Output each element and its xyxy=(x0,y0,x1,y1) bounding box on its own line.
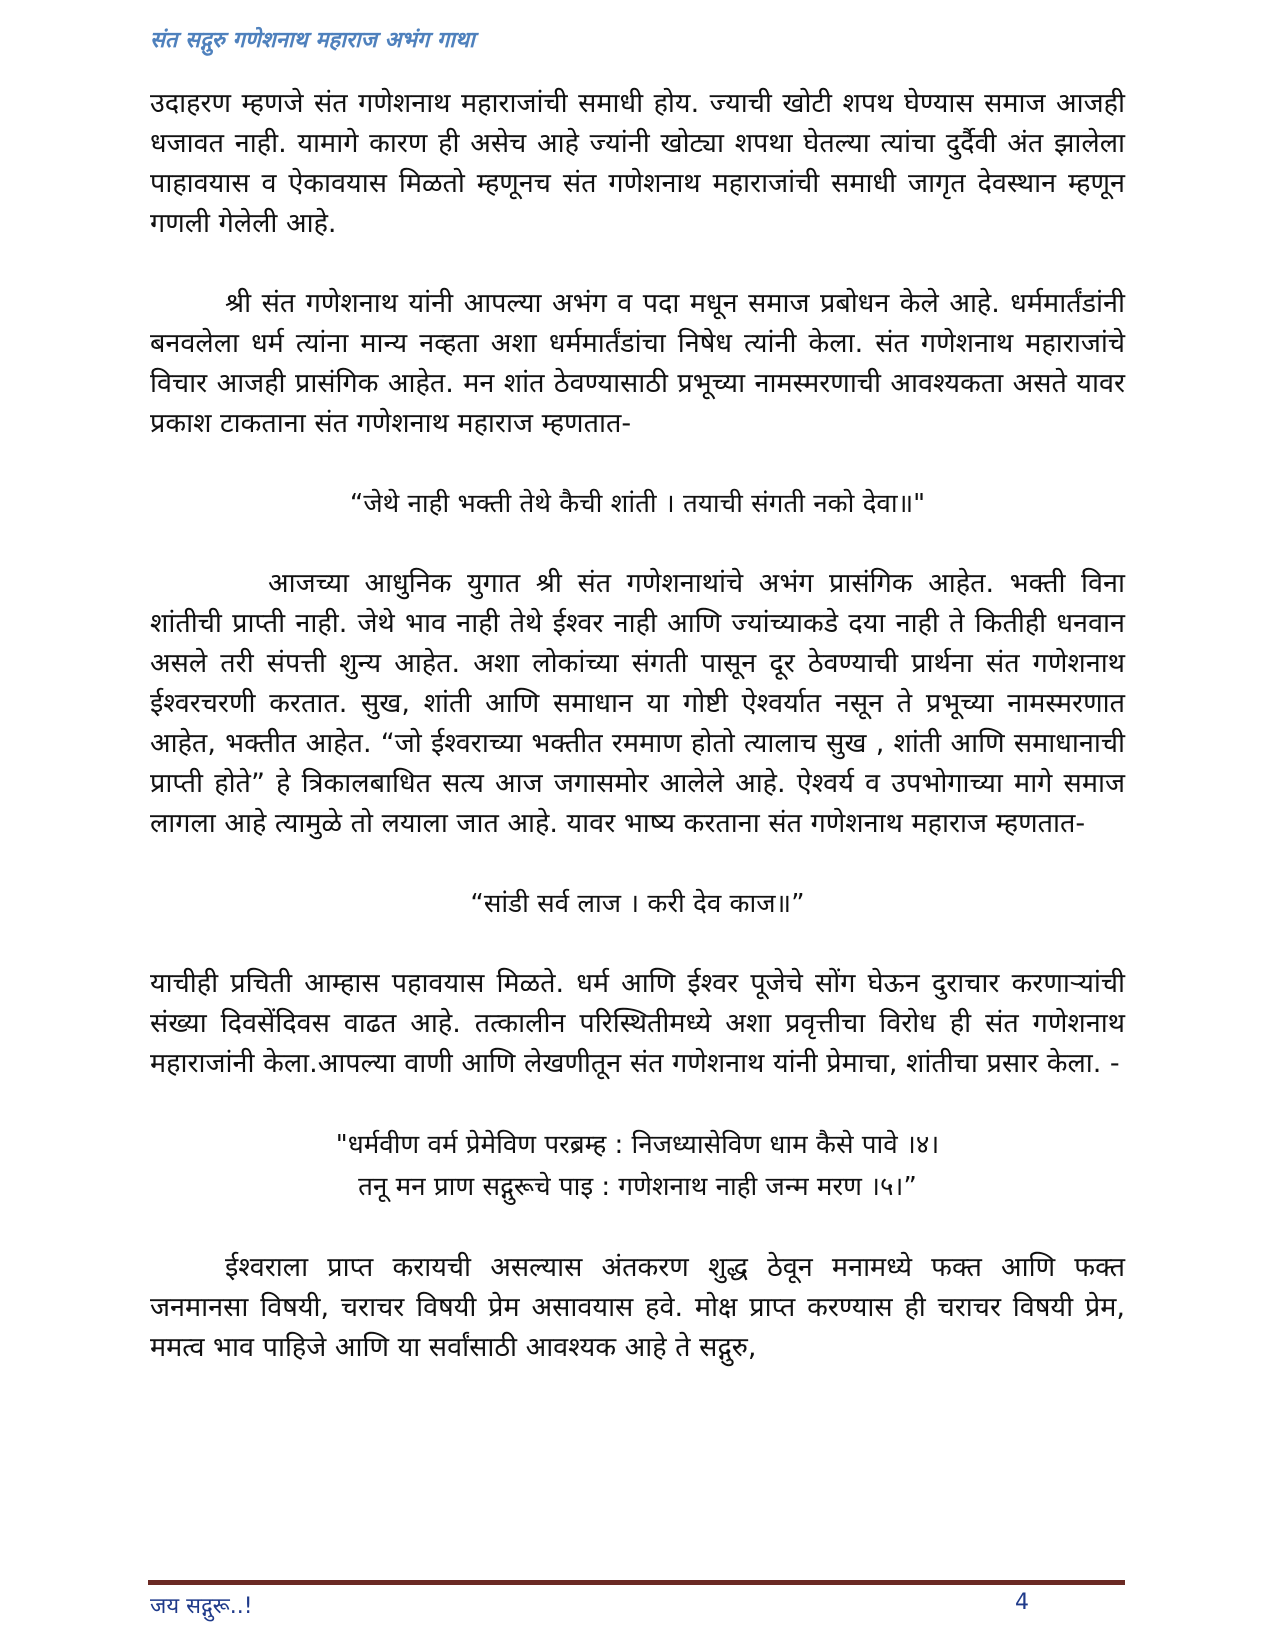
page-number: 4 xyxy=(1015,1590,1029,1615)
abhang-quote-bhakti: “जेथे नाही भक्ती तेथे कैची शांती । तयाची संगती नको देवा॥" xyxy=(349,489,926,519)
footer-divider xyxy=(148,1580,1125,1585)
page-body xyxy=(150,84,1125,1368)
paragraph-ishwar-prapti: ईश्वराला प्राप्त करायची असल्यास अंतकरण शुद्ध ठेवून मनामध्ये फक्त आणि फक्त जनमानसा विषयी, चराचर विषयी प्रेम असावयास हवे. मोक्ष प्राप्त करण्यास ही चराचर विषयी प्रेम, ममत्व भाव पाहिजे आणि या सर्वांसाठी आवश्यक आहे ते सद्गुरु, xyxy=(150,1252,1125,1363)
page-header-title: संत सद्गुरु गणेशनाथ महाराज अभंग गाथा xyxy=(150,28,475,53)
abhang-quote-laaj: “सांडी सर्व लाज । करी देव काज॥” xyxy=(470,889,805,919)
paragraph-adhunik-yug: आजच्या आधुनिक युगात श्री संत गणेशनाथांचे अभंग प्रासंगिक आहेत. भक्ती विना शांतीची प्राप्ती नाही. जेथे भाव नाही तेथे ईश्वर नाही आणि ज्यांच्याकडे दया नाही ते कितीही धनवान असले तरी संपत्ती शुन्य आहेत. अशा लोकांच्या संगती पासून दूर ठेवण्याची प्रार्थना संत गणेशनाथ ईश्वरचरणी करतात. सुख, शांती आणि समाधान या गोष्टी ऐश्वर्यात नसून ते प्रभूच्या नामस्मरणात आहेत, भक्तीत आहेत. “जो ईश्वराच्या भक्तीत रममाण होतो त्यालाच सुख , शांती आणि समाधानाची प्राप्ती होते” हे त्रिकालबाधित सत्य आज जगासमोर आलेले आहे. ऐश्वर्य व उपभोगाच्या मागे समाज लागला आहे त्यामुळे तो लयाला जात आहे. यावर भाष्य करताना संत गणेशनाथ महाराज म्हणतात- xyxy=(150,568,1125,839)
abhang-quote-dharmavin xyxy=(150,1124,1125,1208)
abhang-quote-line-1: "धर्मवीण वर्म प्रेमेविण परब्रम्ह : निजध्यासेविण धाम कैसे पावे ।४। xyxy=(335,1130,940,1160)
paragraph-prachiti: याचीही प्रचिती आम्हास पहावयास मिळते. धर्म आणि ईश्वर पूजेचे सोंग घेऊन दुराचार करणाऱ्यांची संख्या दिवसेंदिवस वाढत आहे. तत्कालीन परिस्थितीमध्ये अशा प्रवृत्तीचा विरोध ही संत गणेशनाथ महाराजांनी केला.आपल्या वाणी आणि लेखणीतून संत गणेशनाथ यांनी प्रेमाचा, शांतीचा प्रसार केला. - xyxy=(150,968,1125,1079)
footer-jay-sadguru: जय सद्गुरू..! xyxy=(150,1594,253,1619)
abhang-quote-line-2: तनू मन प्राण सद्गुरूचे पाइ : गणेशनाथ नाही जन्म मरण ।५।” xyxy=(358,1172,917,1202)
paragraph-prabodhan: श्री संत गणेशनाथ यांनी आपल्या अभंग व पदा मधून समाज प्रबोधन केले आहे. धर्ममार्तंडांनी बनवलेला धर्म त्यांना मान्य नव्हता अशा धर्ममार्तंडांचा निषेध त्यांनी केला. संत गणेशनाथ महाराजांचे विचार आजही प्रासंगिक आहेत. मन शांत ठेवण्यासाठी प्रभूच्या नामस्मरणाची आवश्यकता असते यावर प्रकाश टाकताना संत गणेशनाथ महाराज म्हणतात- xyxy=(150,288,1125,439)
paragraph-samadhi: उदाहरण म्हणजे संत गणेशनाथ महाराजांची समाधी होय. ज्याची खोटी शपथ घेण्यास समाज आजही धजावत नाही. यामागे कारण ही असेच आहे ज्यांनी खोट्या शपथा घेतल्या त्यांचा दुर्दैवी अंत झालेला पाहावयास व ऐकावयास मिळतो म्हणूनच संत गणेशनाथ महाराजांची समाधी जागृत देवस्थान म्हणून गणली गेलेली आहे. xyxy=(150,88,1125,239)
